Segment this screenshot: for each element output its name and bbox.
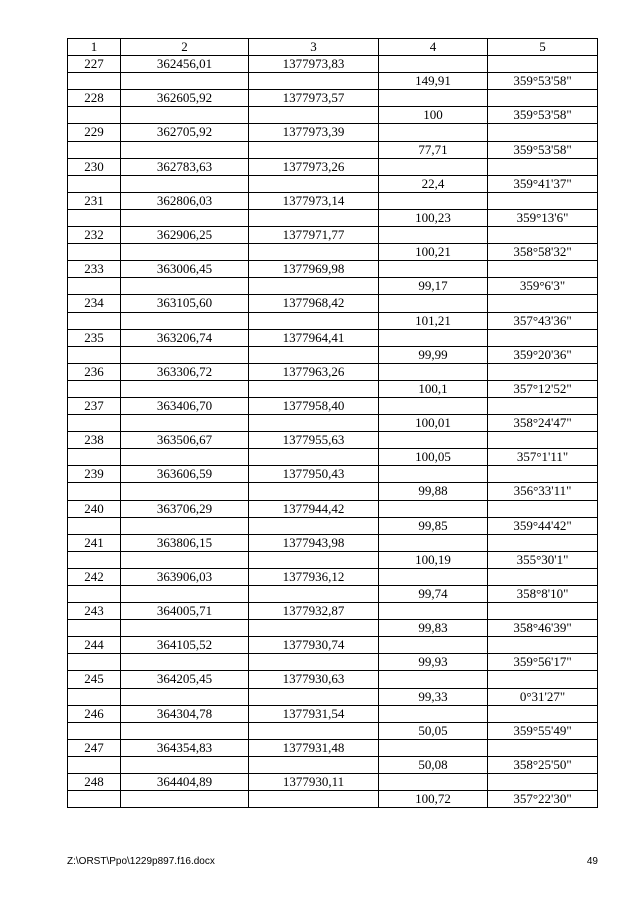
table-cell: [249, 107, 379, 124]
table-cell: 356°33'11": [488, 483, 598, 500]
table-cell: 99,99: [379, 346, 488, 363]
table-cell: [68, 517, 121, 534]
table-cell: 50,08: [379, 756, 488, 773]
table-cell: 1377973,26: [249, 158, 379, 175]
table-cell: [68, 415, 121, 432]
table-cell: [488, 124, 598, 141]
table-cell: [488, 261, 598, 278]
table-cell: [379, 329, 488, 346]
table-cell: [121, 107, 249, 124]
table-cell: [488, 739, 598, 756]
table-row: [68, 124, 598, 141]
table-cell: 240: [68, 500, 121, 517]
table-row: [68, 568, 598, 585]
table-cell: 1377968,42: [249, 295, 379, 312]
table-cell: [379, 705, 488, 722]
table-cell: [121, 620, 249, 637]
table-cell: [68, 791, 121, 808]
table-row: [68, 791, 598, 808]
table-header-row: [68, 39, 598, 56]
table-cell: 359°6'3": [488, 278, 598, 295]
table-cell: 101,21: [379, 312, 488, 329]
header-cell: 2: [121, 39, 249, 56]
table-cell: 363906,03: [121, 568, 249, 585]
table-cell: [249, 346, 379, 363]
table-cell: 100,72: [379, 791, 488, 808]
table-cell: [379, 124, 488, 141]
table-cell: [488, 158, 598, 175]
table-cell: 359°44'42": [488, 517, 598, 534]
table-cell: 244: [68, 637, 121, 654]
table-cell: [249, 278, 379, 295]
table-cell: 364005,71: [121, 603, 249, 620]
table-cell: 363606,59: [121, 466, 249, 483]
table-cell: 99,85: [379, 517, 488, 534]
table-cell: [121, 586, 249, 603]
table-row: [68, 705, 598, 722]
table-cell: [488, 432, 598, 449]
table-cell: [249, 244, 379, 261]
table-cell: [68, 620, 121, 637]
table-cell: 364105,52: [121, 637, 249, 654]
table-cell: [121, 175, 249, 192]
table-cell: [488, 603, 598, 620]
table-cell: 364304,78: [121, 705, 249, 722]
table-cell: 149,91: [379, 73, 488, 90]
table-cell: [68, 209, 121, 226]
table-cell: 359°53'58": [488, 73, 598, 90]
table-cell: 1377930,74: [249, 637, 379, 654]
table-row: [68, 620, 598, 637]
table-cell: 99,83: [379, 620, 488, 637]
table-cell: [121, 722, 249, 739]
table-row: [68, 415, 598, 432]
table-row: [68, 722, 598, 739]
table-row: [68, 244, 598, 261]
table-cell: [379, 56, 488, 73]
table-cell: 233: [68, 261, 121, 278]
table-cell: [379, 295, 488, 312]
table-cell: [488, 397, 598, 414]
table-row: [68, 295, 598, 312]
table-cell: 100,23: [379, 209, 488, 226]
table-row: [68, 551, 598, 568]
table-row: [68, 209, 598, 226]
table-cell: 359°53'58": [488, 107, 598, 124]
table-row: [68, 227, 598, 244]
table-cell: [488, 637, 598, 654]
table-cell: 363506,67: [121, 432, 249, 449]
table-cell: [488, 56, 598, 73]
table-row: [68, 637, 598, 654]
table-cell: 362456,01: [121, 56, 249, 73]
table-cell: [379, 432, 488, 449]
table-cell: 100,05: [379, 449, 488, 466]
table-cell: [68, 73, 121, 90]
table-cell: [379, 397, 488, 414]
table-cell: [379, 466, 488, 483]
table-cell: 358°8'10": [488, 586, 598, 603]
table-cell: 359°13'6": [488, 209, 598, 226]
table-row: [68, 363, 598, 380]
table-row: [68, 739, 598, 756]
table-cell: 1377931,54: [249, 705, 379, 722]
table-cell: 363406,70: [121, 397, 249, 414]
table-cell: [488, 500, 598, 517]
table-cell: 363206,74: [121, 329, 249, 346]
table-cell: [68, 312, 121, 329]
table-cell: 363105,60: [121, 295, 249, 312]
table-cell: 1377973,39: [249, 124, 379, 141]
table-row: [68, 346, 598, 363]
table-cell: [249, 312, 379, 329]
table-cell: 99,93: [379, 654, 488, 671]
table-cell: [249, 380, 379, 397]
table-cell: [379, 739, 488, 756]
table-cell: [68, 449, 121, 466]
table-cell: [68, 346, 121, 363]
table-cell: 1377963,26: [249, 363, 379, 380]
table-cell: 357°12'52": [488, 380, 598, 397]
table-row: [68, 73, 598, 90]
table-cell: [68, 688, 121, 705]
coordinates-table: [67, 38, 598, 808]
table-cell: [68, 551, 121, 568]
table-row: [68, 278, 598, 295]
table-cell: 100: [379, 107, 488, 124]
table-cell: [379, 158, 488, 175]
table-cell: [121, 449, 249, 466]
table-row: [68, 397, 598, 414]
page-number: 49: [586, 856, 598, 867]
table-cell: 234: [68, 295, 121, 312]
table-row: [68, 449, 598, 466]
table-cell: 230: [68, 158, 121, 175]
table-cell: [121, 415, 249, 432]
table-row: [68, 586, 598, 603]
table-cell: 362906,25: [121, 227, 249, 244]
table-cell: 358°46'39": [488, 620, 598, 637]
table-cell: 362806,03: [121, 192, 249, 209]
table-row: [68, 603, 598, 620]
table-row: [68, 141, 598, 158]
table-cell: 1377930,11: [249, 774, 379, 791]
table-cell: [121, 483, 249, 500]
header-cell: 5: [488, 39, 598, 56]
table-cell: 364205,45: [121, 671, 249, 688]
table-cell: [379, 637, 488, 654]
table-row: [68, 517, 598, 534]
table-cell: [121, 791, 249, 808]
table-cell: [379, 192, 488, 209]
table-cell: 363006,45: [121, 261, 249, 278]
table-cell: [379, 671, 488, 688]
table-cell: 357°22'30": [488, 791, 598, 808]
table-cell: 100,21: [379, 244, 488, 261]
table-cell: 1377973,83: [249, 56, 379, 73]
table-row: [68, 56, 598, 73]
table-cell: 1377969,98: [249, 261, 379, 278]
table-row: [68, 688, 598, 705]
table-cell: 359°55'49": [488, 722, 598, 739]
table-cell: [121, 688, 249, 705]
table-cell: 228: [68, 90, 121, 107]
table-cell: 235: [68, 329, 121, 346]
table-row: [68, 671, 598, 688]
table-cell: 246: [68, 705, 121, 722]
table-cell: 248: [68, 774, 121, 791]
table-cell: [249, 551, 379, 568]
table-cell: [121, 551, 249, 568]
table-row: [68, 312, 598, 329]
table-cell: [379, 500, 488, 517]
table-cell: [488, 466, 598, 483]
table-row: [68, 90, 598, 107]
table-cell: [121, 380, 249, 397]
table-cell: [249, 517, 379, 534]
table-body: [68, 56, 598, 808]
table-cell: 1377932,87: [249, 603, 379, 620]
table-cell: 242: [68, 568, 121, 585]
table-row: [68, 654, 598, 671]
table-cell: [488, 671, 598, 688]
table-cell: 99,74: [379, 586, 488, 603]
table-cell: 364404,89: [121, 774, 249, 791]
table-cell: [249, 791, 379, 808]
table-cell: [68, 244, 121, 261]
table-cell: [379, 568, 488, 585]
table-cell: 1377931,48: [249, 739, 379, 756]
table-cell: [379, 261, 488, 278]
table-cell: 362605,92: [121, 90, 249, 107]
table-cell: [68, 654, 121, 671]
document-path: Z:\ORST\Ppo\1229p897.f16.docx: [67, 856, 215, 867]
table-row: [68, 432, 598, 449]
table-cell: [249, 483, 379, 500]
table-cell: 236: [68, 363, 121, 380]
table-cell: 362705,92: [121, 124, 249, 141]
table-cell: [249, 175, 379, 192]
table-cell: 364354,83: [121, 739, 249, 756]
table-cell: 231: [68, 192, 121, 209]
table-cell: [249, 586, 379, 603]
table-cell: [488, 329, 598, 346]
table-row: [68, 158, 598, 175]
table-row: [68, 483, 598, 500]
table-cell: 100,19: [379, 551, 488, 568]
table-cell: [68, 278, 121, 295]
table-cell: 358°24'47": [488, 415, 598, 432]
table-cell: [249, 141, 379, 158]
table-cell: [379, 90, 488, 107]
table-row: [68, 175, 598, 192]
table-cell: 1377964,41: [249, 329, 379, 346]
table-cell: 363706,29: [121, 500, 249, 517]
table-cell: [249, 722, 379, 739]
table-cell: [249, 415, 379, 432]
table-cell: 363306,72: [121, 363, 249, 380]
table-cell: 237: [68, 397, 121, 414]
table-cell: [379, 774, 488, 791]
table-cell: 238: [68, 432, 121, 449]
table-cell: [379, 227, 488, 244]
table-cell: [68, 175, 121, 192]
table-cell: [121, 141, 249, 158]
table-cell: 1377944,42: [249, 500, 379, 517]
table-cell: [488, 90, 598, 107]
table-row: [68, 500, 598, 517]
table-cell: 359°56'17": [488, 654, 598, 671]
table-cell: [68, 483, 121, 500]
table-cell: [68, 756, 121, 773]
table-cell: 357°1'11": [488, 449, 598, 466]
table-cell: 247: [68, 739, 121, 756]
table-cell: 227: [68, 56, 121, 73]
table-cell: [121, 209, 249, 226]
table-cell: 229: [68, 124, 121, 141]
table-cell: [379, 603, 488, 620]
table-cell: 99,33: [379, 688, 488, 705]
table-cell: [249, 688, 379, 705]
table-cell: 1377930,63: [249, 671, 379, 688]
table-cell: 232: [68, 227, 121, 244]
table-cell: 100,01: [379, 415, 488, 432]
table-cell: [121, 278, 249, 295]
table-cell: 1377973,14: [249, 192, 379, 209]
table-cell: [249, 620, 379, 637]
table-cell: 99,88: [379, 483, 488, 500]
table-row: [68, 380, 598, 397]
header-cell: 1: [68, 39, 121, 56]
table-cell: 1377936,12: [249, 568, 379, 585]
table-cell: [488, 568, 598, 585]
table-cell: 359°53'58": [488, 141, 598, 158]
table-cell: [488, 705, 598, 722]
table-cell: [488, 295, 598, 312]
table-cell: 243: [68, 603, 121, 620]
table-cell: [249, 73, 379, 90]
header-cell: 3: [249, 39, 379, 56]
table-cell: 357°43'36": [488, 312, 598, 329]
table-row: [68, 329, 598, 346]
header-cell: 4: [379, 39, 488, 56]
table-row: [68, 261, 598, 278]
table-row: [68, 107, 598, 124]
table-cell: 50,05: [379, 722, 488, 739]
table-cell: [68, 380, 121, 397]
table-row: [68, 756, 598, 773]
table-row: [68, 534, 598, 551]
table-row: [68, 774, 598, 791]
table-cell: 1377973,57: [249, 90, 379, 107]
table-cell: 1377955,63: [249, 432, 379, 449]
table-cell: 77,71: [379, 141, 488, 158]
table-cell: 239: [68, 466, 121, 483]
table-cell: [379, 363, 488, 380]
table-cell: 100,1: [379, 380, 488, 397]
table-cell: [249, 756, 379, 773]
table-cell: [121, 346, 249, 363]
table-cell: 358°25'50": [488, 756, 598, 773]
table-cell: [121, 756, 249, 773]
table-cell: [68, 722, 121, 739]
table-cell: 359°20'36": [488, 346, 598, 363]
table-cell: [249, 209, 379, 226]
table-cell: [68, 107, 121, 124]
table-cell: [379, 534, 488, 551]
table-cell: [249, 449, 379, 466]
table-cell: 363806,15: [121, 534, 249, 551]
table-cell: [488, 192, 598, 209]
table-row: [68, 192, 598, 209]
table-cell: [68, 141, 121, 158]
table-cell: [488, 363, 598, 380]
table-cell: [121, 73, 249, 90]
table-cell: 22,4: [379, 175, 488, 192]
table-cell: [121, 654, 249, 671]
table-cell: 358°58'32": [488, 244, 598, 261]
table-cell: [488, 534, 598, 551]
table-cell: 241: [68, 534, 121, 551]
table-cell: [121, 312, 249, 329]
table-cell: 1377943,98: [249, 534, 379, 551]
table-cell: 362783,63: [121, 158, 249, 175]
table-cell: 99,17: [379, 278, 488, 295]
table-cell: 0°31'27": [488, 688, 598, 705]
table-row: [68, 466, 598, 483]
table-cell: [121, 244, 249, 261]
table-cell: [121, 517, 249, 534]
table-cell: 1377971,77: [249, 227, 379, 244]
table-cell: [249, 654, 379, 671]
table-cell: 355°30'1": [488, 551, 598, 568]
table-cell: 1377950,43: [249, 466, 379, 483]
table-cell: 359°41'37": [488, 175, 598, 192]
table-cell: 1377958,40: [249, 397, 379, 414]
table-cell: [68, 586, 121, 603]
table-cell: 245: [68, 671, 121, 688]
table-cell: [488, 774, 598, 791]
table-cell: [488, 227, 598, 244]
